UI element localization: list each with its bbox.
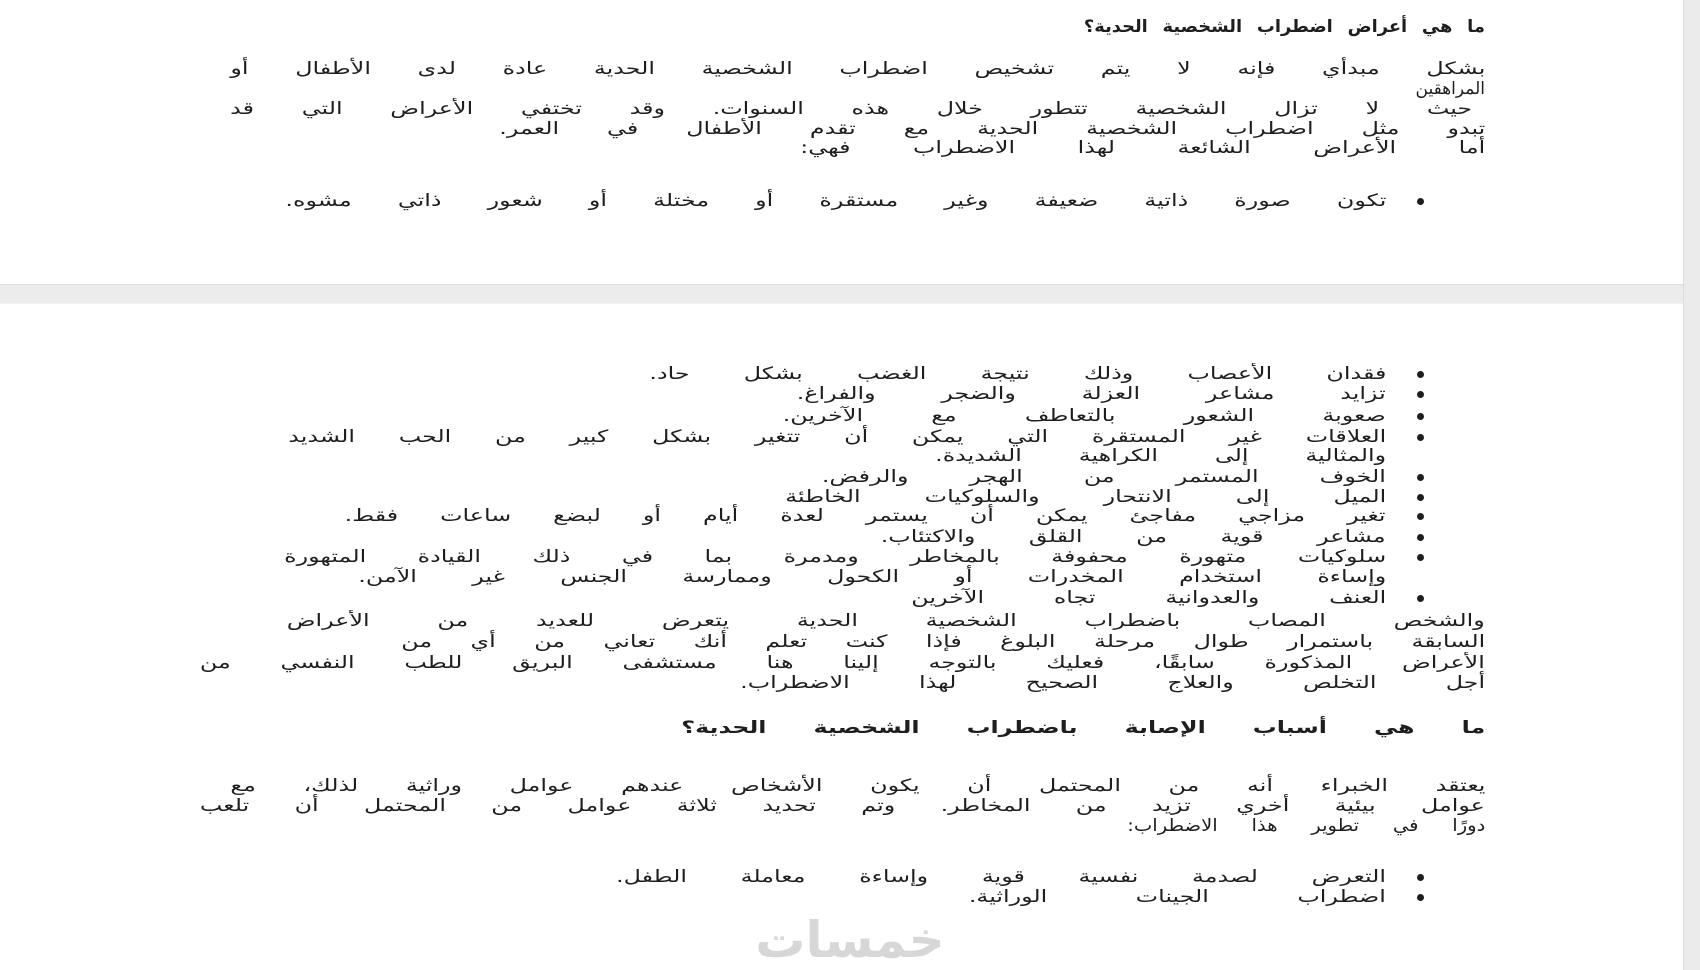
paragraph-line: المراهقين [1415, 79, 1485, 99]
list-item-text: الميل إلى الانتحار والسلوكيات الخاطئة [785, 487, 1386, 507]
list-item-text: العلاقات غير المستقرة التي يمكن أن تتغير بشكل كبير من الحب الشديد [288, 427, 1386, 447]
document-page-2 [0, 304, 1700, 970]
bullet-icon [1417, 513, 1424, 520]
list-item-text: تكون صورة ذاتية ضعيفة وغير مستقرة أو مختلة أو شعور ذاتي مشوه. [285, 191, 1386, 211]
bullet-icon [1417, 474, 1424, 481]
bullet-icon [1417, 534, 1424, 541]
page-separator [0, 284, 1700, 304]
paragraph-line: أما الأعراض الشائعة لهذا الاضطراب فهي: [800, 138, 1485, 158]
paragraph-line: والشخص المصاب باضطراب الشخصية الحدية يتعرض للعديد من الأعراض [287, 611, 1485, 631]
bullet-icon [1417, 198, 1424, 205]
list-item-text: صعوبة الشعور بالتعاطف مع الآخرين. [783, 406, 1386, 426]
list-item-text: تغير مزاجي مفاجئ يمكن أن يستمر لعدة أيام أو لبضع ساعات فقط. [345, 506, 1386, 526]
paragraph-line: يعتقد الخبراء أنه من المحتمل أن يكون الأشخاص عندهم عوامل وراثية لذلك، مع [230, 776, 1485, 796]
list-item-text-continued: والمثالية إلى الكراهية الشديدة. [935, 446, 1386, 466]
paragraph-line: بشكل مبدأي فإنه لا يتم تشخيص اضطراب الشخصية الحدية عادة لدى الأطفال أو [230, 59, 1485, 79]
section-heading-symptoms: ما هي أعراض اضطراب الشخصية الحدية؟ [1084, 17, 1485, 37]
list-item-text: تزايد مشاعر العزلة والضجر والفراغ. [797, 384, 1386, 404]
bullet-icon [1417, 434, 1424, 441]
list-item-text: اضطراب الجينات الوراثية. [969, 887, 1386, 907]
paragraph-line: الأعراض المذكورة سابقًا، فعليك بالتوجه إلينا هنا مستشفى البريق للطب النفسي من [200, 653, 1485, 673]
viewer-right-edge [1683, 0, 1700, 970]
bullet-icon [1417, 391, 1424, 398]
bullet-icon [1417, 554, 1424, 561]
list-item-text: التعرض لصدمة نفسية قوية وإساءة معاملة الطفل. [616, 867, 1386, 887]
list-item-text: سلوكيات متهورة محفوفة بالمخاطر ومدمرة بما في ذلك القيادة المتهورة [284, 547, 1386, 567]
list-item-text: مشاعر قوية من القلق والاكتئاب. [881, 527, 1386, 547]
paragraph-line: حيث لا تزال الشخصية تتطور خلال هذه السنوات. وقد تختفي الأعراض التي قد [230, 99, 1472, 119]
bullet-icon [1417, 595, 1424, 602]
list-item-text-continued: وإساءة استخدام المخدرات أو الكحول وممارسة الجنس غير الآمن. [358, 567, 1386, 587]
paragraph-line: أجل التخلص والعلاج الصحيح لهذا الاضطراب. [740, 673, 1485, 693]
paragraph-line: دورًا في تطوير هذا الاضطراب: [1127, 816, 1485, 836]
paragraph-line: عوامل بيئية أخري تزيد من المخاطر. وتم تحديد ثلاثة عوامل من المحتمل أن تلعب [200, 796, 1485, 816]
section-heading-causes: ما هي أسباب الإصابة باضطراب الشخصية الحدية؟ [681, 718, 1485, 738]
list-item-text: فقدان الأعصاب وذلك نتيجة الغضب بشكل حاد. [649, 364, 1386, 384]
bullet-icon [1417, 413, 1424, 420]
bullet-icon [1417, 371, 1424, 378]
list-item-text: الخوف المستمر من الهجر والرفض. [822, 467, 1386, 487]
bullet-icon [1417, 894, 1424, 901]
list-item-text: العنف والعدوانية تجاه الآخرين [911, 588, 1386, 608]
watermark-logo: خمسات [755, 911, 945, 969]
bullet-icon [1417, 494, 1424, 501]
paragraph-line: السابقة باستمرار طوال مرحلة البلوغ فإذا كنت تعلم أنك تعاني من أي من [401, 632, 1485, 652]
document-page-1 [0, 0, 1700, 284]
paragraph-line: تبدو مثل اضطراب الشخصية الحدية مع تقدم الأطفال في العمر. [499, 119, 1485, 139]
bullet-icon [1417, 874, 1424, 881]
